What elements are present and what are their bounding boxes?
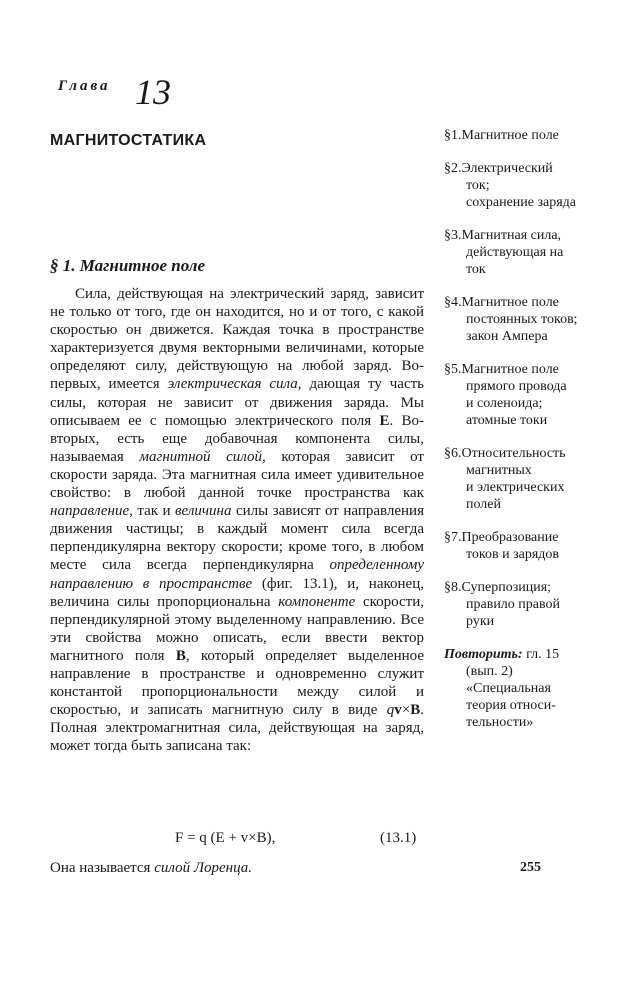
sidebar-item-line: §3.Магнитная сила,	[444, 228, 562, 243]
body-run: , дающая ту часть силы, которая не зависит от движения заряда. Мы описываем ее с помощью электрического поля	[50, 376, 425, 429]
repeat-ref: гл. 15	[522, 647, 560, 662]
section-heading: § 1. Магнитное поле	[50, 256, 206, 275]
body-run: . Во-вторых, есть еще добавочная компонента силы, называемая	[50, 412, 424, 465]
sidebar-section-item	[444, 529, 634, 563]
body-run: компоненте	[278, 593, 356, 610]
body-run: Сила, действующая на электрический заряд, зависит не только от того, где он находится, но и от того, с какой скоростью он движется. Каждая точка в пространстве характеризуется двумя векторными величинами, которые определяют силу, действующую на любой заряд. Во-первых, имеется	[50, 286, 424, 393]
repeat-first-line	[444, 646, 634, 663]
sidebar-item-line: §4.Магнитное поле	[444, 295, 559, 310]
body-run: , которая зависит от скорости заряда. Эта магнитная сила имеет удивительное свойство: в любой данной точке пространства как	[50, 448, 424, 502]
sidebar-item-line: магнитных	[466, 463, 532, 478]
sidebar-item-line: ток;	[466, 178, 490, 193]
body-run: , так и	[129, 503, 176, 520]
sidebar-section-item	[444, 127, 634, 144]
sidebar-item-line: §8.Суперпозиция;	[444, 580, 552, 595]
body-run: q	[386, 702, 395, 719]
sidebar-item-line: атомные токи	[466, 413, 548, 428]
sidebar-section-item	[444, 579, 634, 630]
sidebar-item-line: токов и зарядов	[466, 547, 560, 562]
closing-prefix: Она называется	[50, 860, 155, 876]
body-run: силы зависят от направления движения частицы; в каждый момент сила всегда перпендикулярна вектору скорости; кроме того, в любом месте сила всегда перпендикулярна	[50, 503, 424, 574]
sidebar-item-line: действующая на	[466, 245, 564, 260]
page-number: 255	[520, 860, 541, 875]
chapter-title: МАГНИТОСТАТИКА	[50, 132, 207, 149]
repeat-line: «Специальная	[466, 681, 551, 696]
sidebar-item-line: и соленоида;	[466, 396, 543, 411]
body-run: v	[394, 702, 402, 719]
body-run: ×	[401, 702, 411, 719]
body-run: величина	[175, 503, 232, 520]
sidebar-item-line: §1.Магнитное поле	[444, 128, 559, 143]
sidebar-item-line: правило правой	[466, 597, 561, 612]
body-run: B	[410, 702, 421, 719]
sidebar-item-line: закон Ампера	[466, 329, 548, 344]
body-run: скорости, перпендикулярной этому выделенному направлению. Все эти свойства можно описать, если ввести вектор магнитного поля	[50, 593, 424, 664]
formula-number: (13.1)	[380, 830, 417, 846]
body-run: , который определяет выделенное направление в пространстве и одновременно служит константой пропорциональности между силой и скоростью, и записать магнитную силу в виде	[50, 647, 424, 719]
body-run: E	[379, 412, 390, 429]
sidebar-section-item	[444, 227, 634, 278]
sidebar-item-line: ток	[466, 262, 486, 277]
body-run: . Полная электромагнитная сила, действующая на заряд, может тогда быть записана так:	[50, 702, 424, 755]
body-run: направление	[50, 503, 130, 520]
body-run: магнитной силой	[139, 448, 262, 465]
closing-line	[50, 860, 252, 877]
sidebar-section-item	[444, 361, 634, 429]
body-run: B	[175, 647, 186, 664]
chapter-number: 13	[135, 72, 171, 112]
repeat-label: Повторить:	[444, 647, 523, 662]
sidebar-item-line: §2.Электрический	[444, 161, 553, 176]
body-run: (фиг. 13.1), и, наконец, величина силы пропорциональна	[50, 575, 424, 610]
sidebar-item-line: и электрических	[466, 480, 565, 495]
chapter-label: Глава	[58, 78, 111, 94]
sidebar-item-line: сохранение заряда	[466, 195, 577, 210]
body-run: определенному направлению в пространстве	[50, 557, 424, 592]
sidebar-item-line: §7.Преобразование	[444, 530, 559, 545]
sidebar-item-line: постоянных токов;	[466, 312, 578, 327]
sidebar-section-item	[444, 294, 634, 345]
closing-term: силой Лоренца.	[154, 860, 253, 876]
formula	[175, 830, 425, 847]
body-paragraph	[50, 285, 424, 755]
sidebar-section-item	[444, 160, 634, 211]
formula-expression: F = q (E + v×B),	[175, 830, 276, 846]
sidebar-item-line: руки	[466, 614, 495, 629]
repeat-line: тельности»	[466, 715, 534, 730]
sidebar-item-line: прямого провода	[466, 379, 567, 394]
sidebar-item-line: §6.Относительность	[444, 446, 566, 461]
sidebar-repeat-note	[444, 646, 634, 731]
repeat-line: (вып. 2)	[466, 664, 513, 679]
body-text	[50, 285, 424, 755]
sidebar-section-item	[444, 445, 634, 513]
sidebar-contents	[444, 127, 634, 731]
sidebar-item-line: §5.Магнитное поле	[444, 362, 559, 377]
repeat-line: теория относи-	[466, 698, 556, 713]
body-run: электрическая сила	[167, 376, 298, 393]
sidebar-item-line: полей	[466, 497, 501, 512]
